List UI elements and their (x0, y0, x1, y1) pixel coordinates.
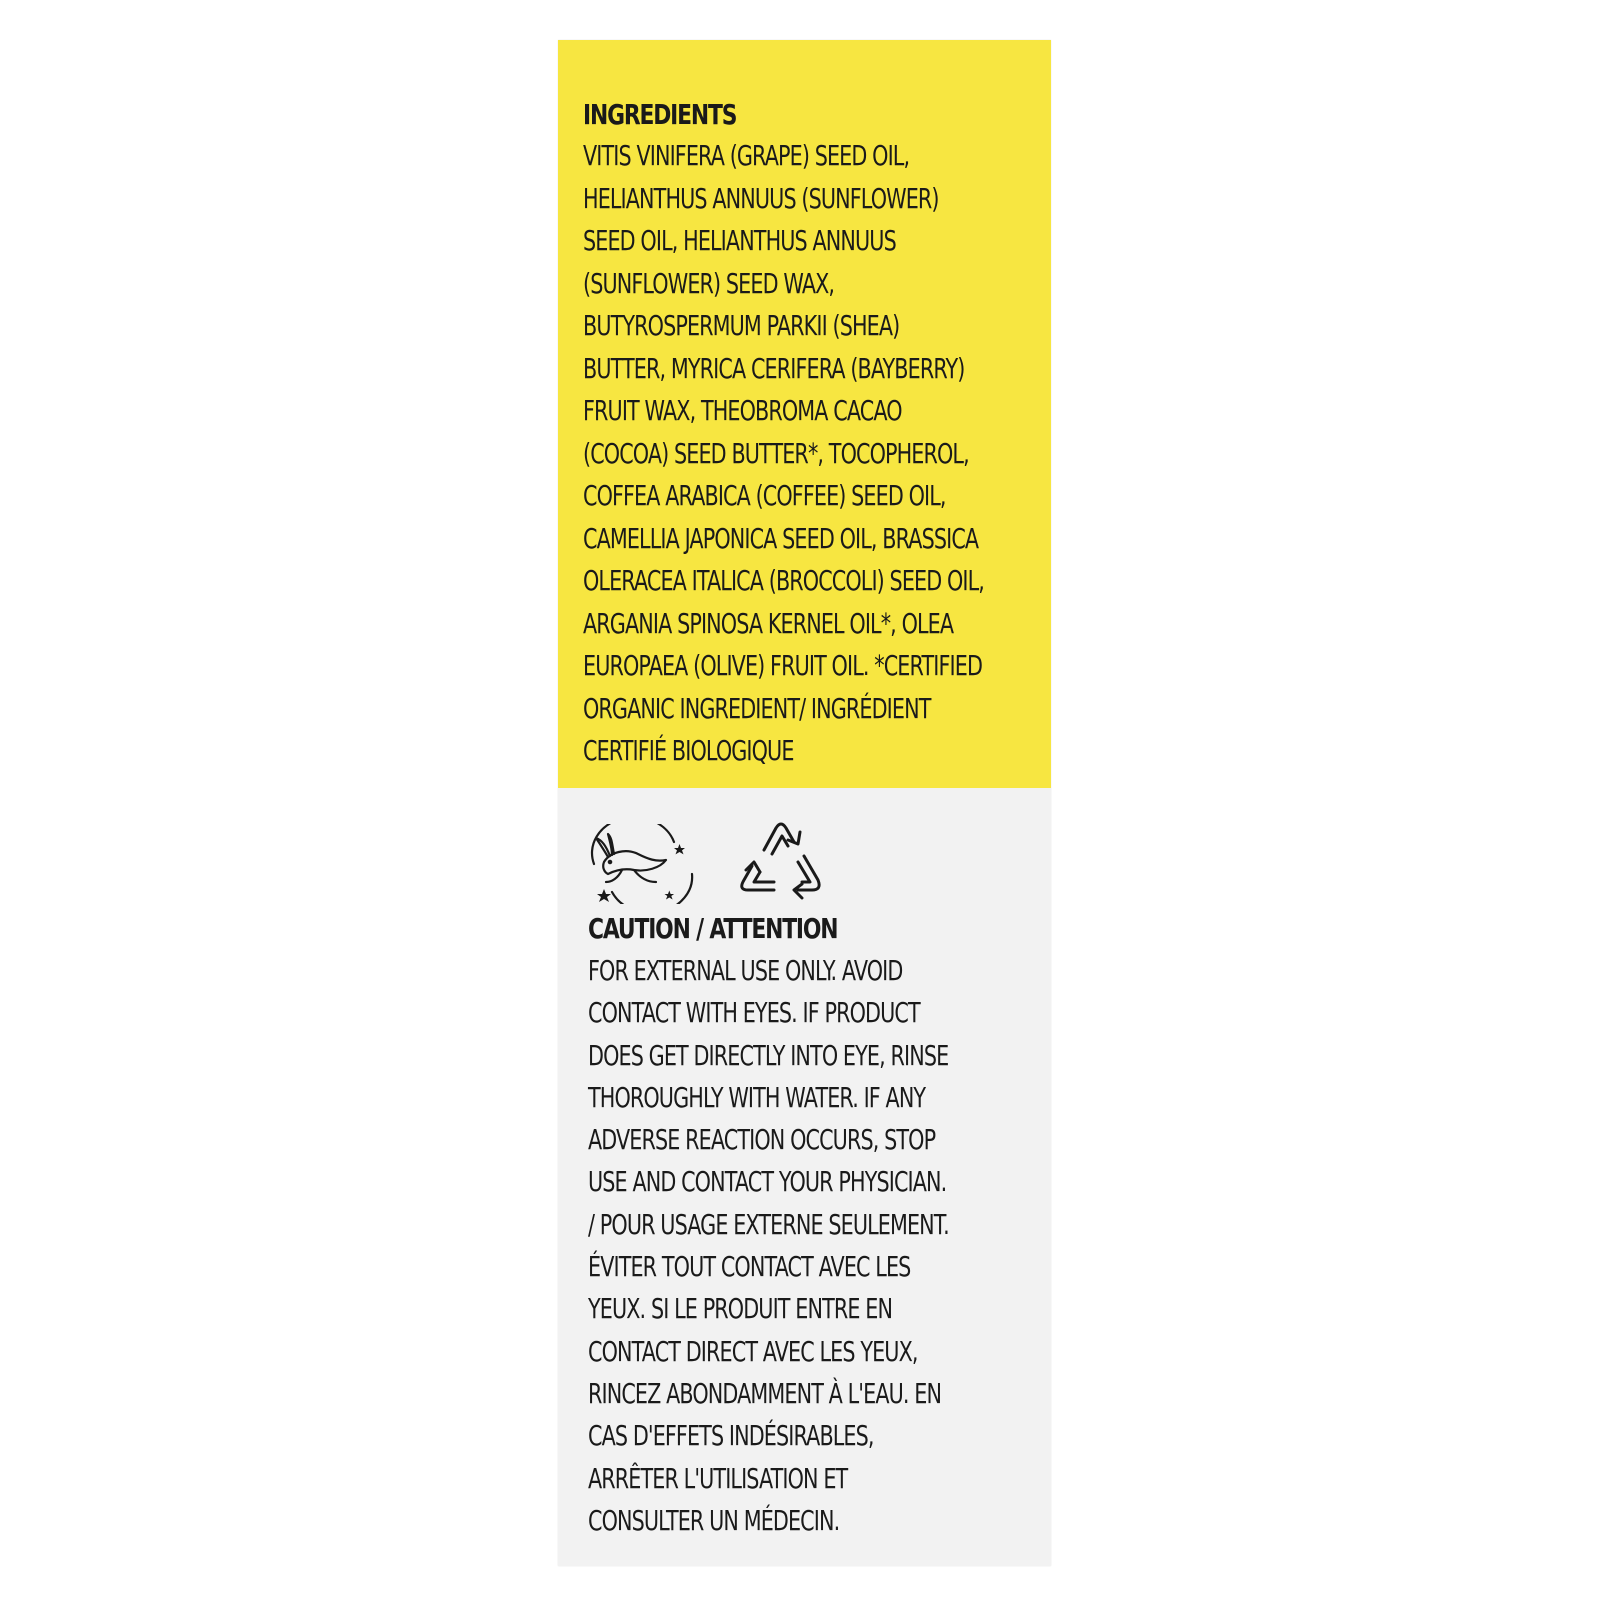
ingredients-line: BUTTER, MYRICA CERIFERA (BAYBERRY) (583, 351, 965, 385)
ingredients-line: COFFEA ARABICA (COFFEE) SEED OIL, (583, 479, 946, 512)
ingredients-line: ORGANIC INGREDIENT/ INGRÉDIENT (583, 691, 931, 725)
ingredients-line: CERTIFIÉ BIOLOGIQUE (583, 734, 794, 767)
leaping-bunny-icon (582, 824, 702, 904)
caution-line: CAS D'EFFETS INDÉSIRABLES, (588, 1419, 874, 1453)
caution-block (588, 908, 1076, 1542)
ingredients-line: (SUNFLOWER) SEED WAX, (583, 266, 835, 300)
ingredients-line: FRUIT WAX, THEOBROMA CACAO (583, 394, 902, 427)
caution-line: YEUX. SI LE PRODUIT ENTRE EN (588, 1292, 893, 1326)
ingredients-line: (COCOA) SEED BUTTER*, TOCOPHEROL, (583, 436, 969, 470)
ingredients-list (583, 135, 1125, 773)
ingredients-line: OLERACEA ITALICA (BROCCOLI) SEED OIL, (583, 564, 984, 597)
ingredients-line: VITIS VINIFERA (GRAPE) SEED OIL, (583, 139, 910, 172)
ingredients-heading: INGREDIENTS (583, 98, 737, 131)
caution-line: USE AND CONTACT YOUR PHYSICIAN. (588, 1165, 947, 1199)
caution-text (588, 950, 1076, 1542)
ingredients-line: BUTYROSPERMUM PARKII (SHEA) (583, 309, 900, 342)
caution-line: CONSULTER UN MÉDECIN. (588, 1503, 840, 1537)
ingredients-block (583, 95, 1125, 773)
caution-heading: CAUTION / ATTENTION (588, 912, 838, 945)
ingredients-section (558, 40, 1051, 788)
caution-line: CONTACT DIRECT AVEC LES YEUX, (588, 1334, 918, 1368)
caution-line: ADVERSE REACTION OCCURS, STOP (588, 1123, 936, 1157)
caution-line: ÉVITER TOUT CONTACT AVEC LES (588, 1250, 911, 1284)
ingredients-line: SEED OIL, HELIANTHUS ANNUUS (583, 224, 896, 257)
caution-line: RINCEZ ABONDAMMENT À L'EAU. EN (588, 1376, 942, 1410)
product-label (558, 40, 1051, 1566)
ingredients-line: HELIANTHUS ANNUUS (SUNFLOWER) (583, 181, 939, 215)
caution-line: CONTACT WITH EYES. IF PRODUCT (588, 996, 920, 1030)
ingredients-line: CAMELLIA JAPONICA SEED OIL, BRASSICA (583, 521, 979, 555)
caution-line: FOR EXTERNAL USE ONLY. AVOID (588, 954, 903, 987)
caution-line: ARRÊTER L'UTILISATION ET (588, 1461, 848, 1495)
recycle-icon (726, 810, 836, 910)
caution-line: THOROUGHLY WITH WATER. IF ANY (588, 1080, 926, 1114)
ingredients-line: EUROPAEA (OLIVE) FRUIT OIL. *CERTIFIED (583, 649, 983, 682)
ingredients-line: ARGANIA SPINOSA KERNEL OIL*, OLEA (583, 606, 954, 640)
caution-line: / POUR USAGE EXTERNE SEULEMENT. (588, 1207, 949, 1241)
caution-section (558, 788, 1051, 1566)
caution-line: DOES GET DIRECTLY INTO EYE, RINSE (588, 1038, 949, 1072)
